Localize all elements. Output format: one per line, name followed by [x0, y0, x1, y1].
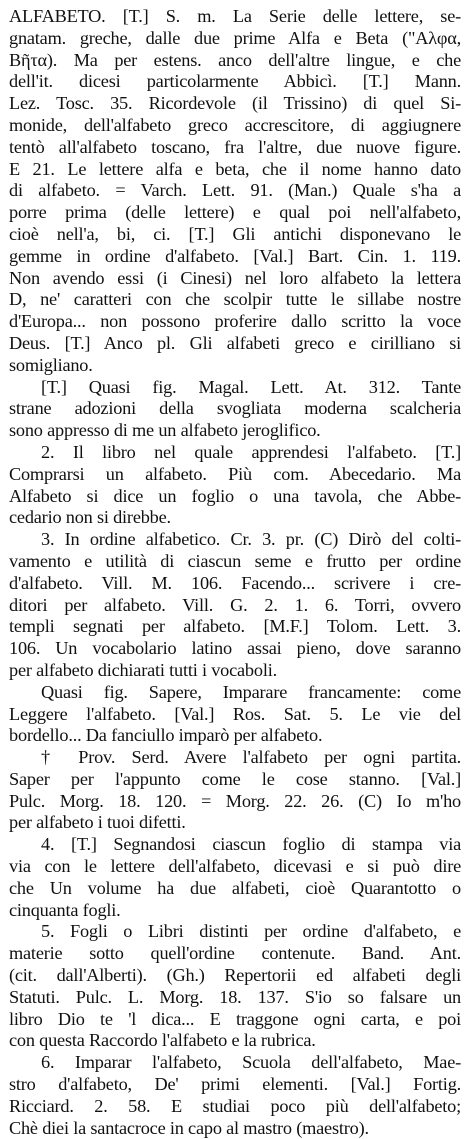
entry-line: strane adozioni della svogliata moderna scalcheria [9, 398, 461, 419]
entry-line: con questa Raccordo l'alfabeto e la rubrica. [9, 1030, 316, 1051]
entry-line: Comprarsi un alfabeto. Più com. Abecedario. Ma [9, 463, 461, 484]
entry-line: per alfabeto dichiarati tutti i vocaboli. [9, 659, 277, 680]
entry-line: 6. Imparar l'alfabeto, Scuola dell'alfabeto, Mae- [41, 1052, 461, 1073]
entry-line: Lez. Tosc. 35. Ricordevole (il Trissino) di quel Si- [9, 93, 461, 114]
entry-line: 106. Un vocabolario latino assai pieno, dove saranno [9, 638, 461, 659]
entry-line: ditori per alfabeto. Vill. G. 2. 1. 6. Torri, ovvero [9, 594, 461, 615]
entry-line: porre prima (delle lettere) e qual poi nell'alfabeto, [9, 202, 461, 223]
entry-line: monide, dell'alfabeto greco accrescitore, di aggiugnere [9, 114, 461, 135]
entry-line: D, ne' caratteri con che scolpir tutte le sillabe nostre [9, 289, 461, 310]
entry-line: Alfabeto si dice un foglio o una tavola, che Abbe- [9, 485, 461, 506]
entry-line: tentò all'alfabeto toscano, fra l'altre, due nuove figure. [9, 136, 461, 157]
entry-line: Deus. [T.] Anco pl. Gli alfabeti greco e cirilliano si [9, 332, 461, 353]
entry-line: ALFABETO. [T.] S. m. La Serie delle lettere, se- [9, 6, 461, 26]
entry-line: templi segnati per alfabeto. [M.F.] Tolom. Lett. 3. [9, 616, 461, 637]
entry-line: di alfabeto. = Varch. Lett. 91. (Man.) Quale s'ha a [9, 180, 461, 201]
entry-line: 5. Fogli o Libri distinti per ordine d'alfabeto, e [41, 921, 461, 942]
entry-line: stro d'alfabeto, De' primi elementi. [Val.] Fortig. [9, 1074, 461, 1095]
entry-line: bordello... Da fanciullo imparò per alfabeto. [9, 725, 323, 746]
entry-line: materie sotto quell'ordine contenute. Band. Ant. [9, 943, 461, 964]
entry-line: Statuti. Pulc. L. Morg. 18. 137. S'io so falsare un [9, 986, 461, 1007]
entry-line: via con le lettere dell'alfabeto, dicevasi e si può dire [9, 856, 461, 877]
entry-line: cioè nell'a, bi, ci. [T.] Gli antichi disponevano le [9, 223, 461, 244]
entry-line: dell'it. dicesi particolarmente Abbicì. [T.] Mann. [9, 71, 461, 92]
entry-line: Pulc. Morg. 18. 120. = Morg. 22. 26. (C) Io m'ho [9, 790, 461, 811]
entry-line: † Prov. Serd. Avere l'alfabeto per ogni partita. [41, 747, 461, 768]
dictionary-entry-alfabeto [9, 6, 461, 1139]
entry-line: 4. [T.] Segnandosi ciascun foglio di stampa via [41, 834, 461, 855]
entry-line: Quasi fig. Sapere, Imparare francamente: come [41, 681, 461, 702]
entry-line: Ricciard. 2. 58. E studiai poco più dell'alfabeto; [9, 1095, 461, 1116]
entry-line: che Un volume ha due alfabeti, cioè Quarantotto o [9, 877, 461, 898]
entry-line: libro Dio te 'l dica... E traggone ogni carta, e poi [9, 1008, 461, 1029]
entry-line: E 21. Le lettere alfa e beta, che il nome hanno dato [9, 158, 461, 179]
entry-line: vamento e utilità di ciascun seme e frutto per ordine [9, 550, 461, 571]
entry-line: Leggere l'alfabeto. [Val.] Ros. Sat. 5. Le vie del [9, 703, 461, 724]
entry-line: [T.] Quasi fig. Magal. Lett. At. 312. Tante [41, 376, 461, 397]
entry-line: sono appresso di me un alfabeto jeroglifico. [9, 420, 321, 441]
entry-line: per alfabeto i tuoi difetti. [9, 812, 186, 833]
entry-line: d'Europa... non possono proferire dallo scritto la voce [9, 311, 461, 332]
entry-line: cedario non si direbbe. [9, 507, 171, 528]
entry-line: Βῆτα). Ma per estens. anco dell'altre lingue, e che [9, 49, 461, 70]
entry-line: (cit. dall'Alberti). (Gh.) Repertorii ed alfabeti degli [9, 965, 461, 986]
entry-line: 2. Il libro nel quale apprendesi l'alfabeto. [T.] [41, 441, 461, 462]
entry-line: Chè diei la santacroce in capo al mastro (maestro). [9, 1117, 369, 1138]
entry-line: d'alfabeto. Vill. M. 106. Facendo... scrivere i cre- [9, 572, 461, 593]
entry-line: Saper per l'appunto come le cose stanno. [Val.] [9, 768, 461, 789]
entry-line: cinquanta fogli. [9, 899, 121, 920]
entry-line: 3. In ordine alfabetico. Cr. 3. pr. (C) Dirò del colti- [41, 529, 461, 550]
entry-line: Non avendo essi (i Cinesi) nel loro alfabeto la lettera [9, 267, 461, 288]
entry-line: gemme in ordine d'alfabeto. [Val.] Bart. Cin. 1. 119. [9, 245, 461, 266]
entry-line: somigliano. [9, 354, 93, 375]
entry-line: gnatam. greche, dalle due prime Alfa e Beta ("Αλφα, [9, 27, 461, 48]
